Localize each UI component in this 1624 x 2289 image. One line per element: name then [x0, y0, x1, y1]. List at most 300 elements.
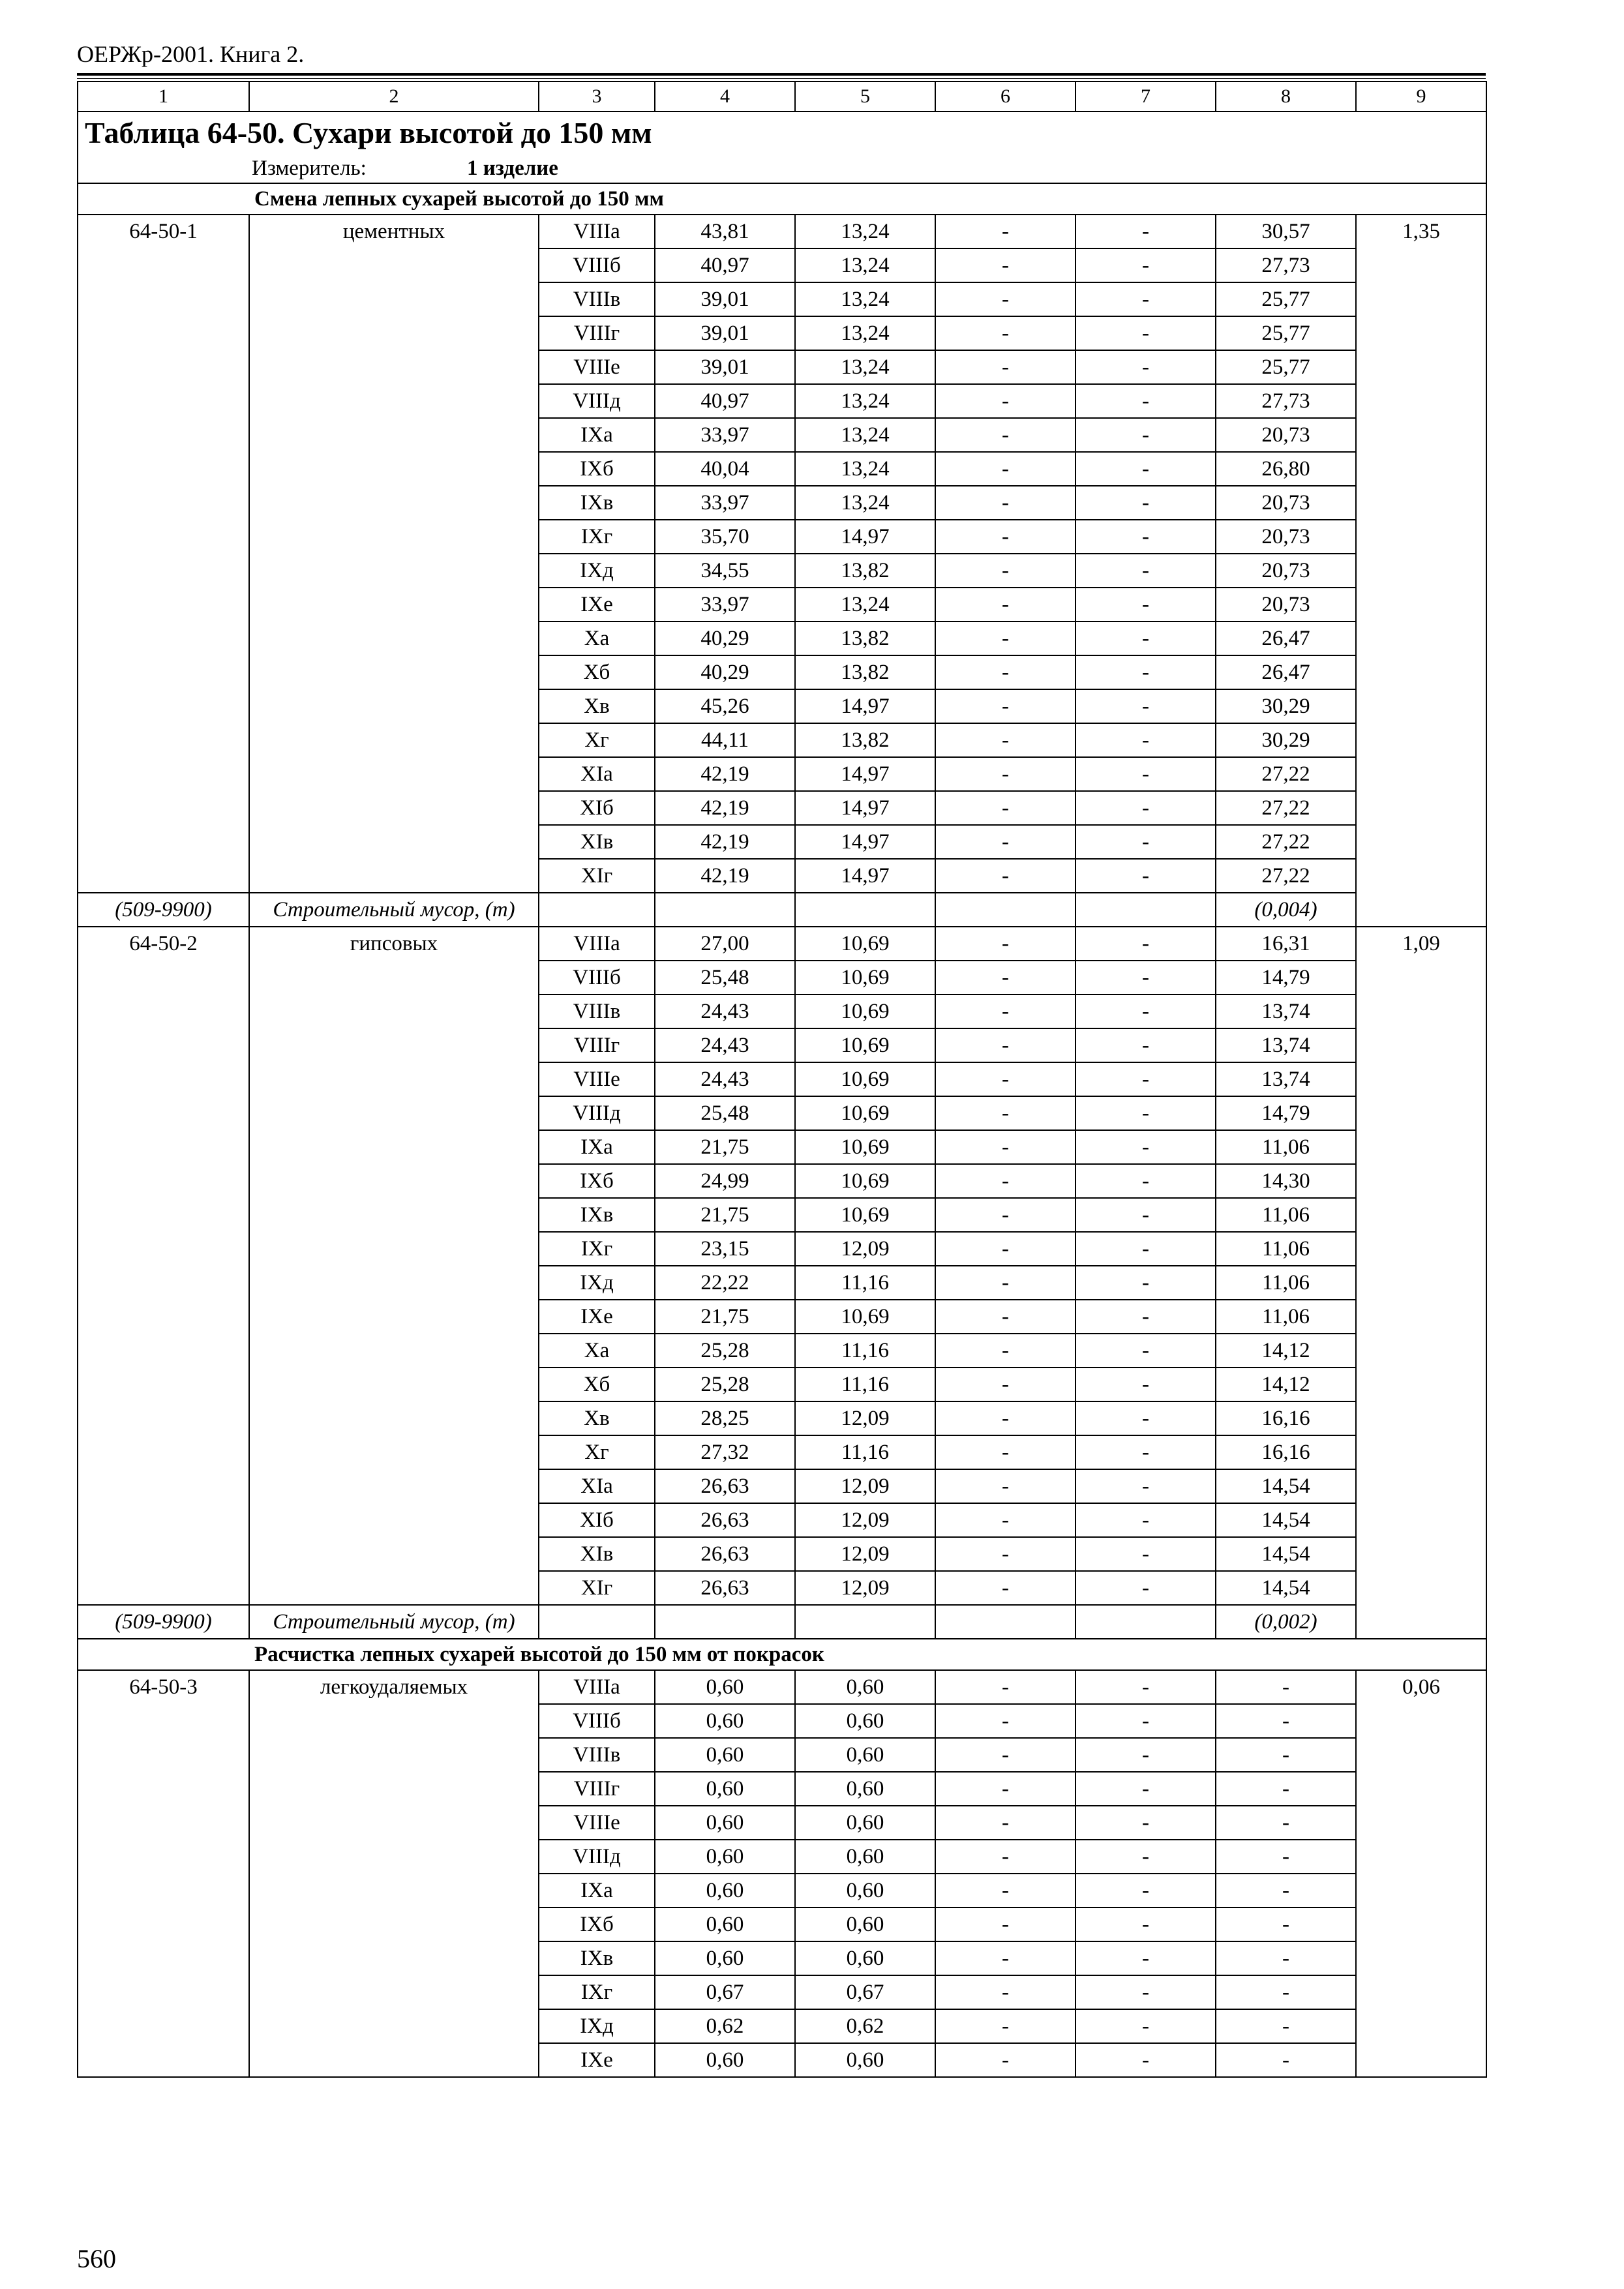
labor-wages-cell: 13,82 — [795, 723, 935, 757]
machinist-wages-cell: - — [1075, 1232, 1216, 1266]
machinist-wages-cell: - — [1075, 350, 1216, 384]
materials-cost-cell: 26,80 — [1216, 452, 1356, 486]
materials-cost-cell: 20,73 — [1216, 520, 1356, 554]
machine-costs-cell: - — [935, 1941, 1075, 1975]
zone-code-cell: IXа — [539, 418, 655, 452]
machine-costs-cell: - — [935, 1164, 1075, 1198]
materials-cost-cell: 25,77 — [1216, 282, 1356, 316]
machinist-wages-cell: - — [1075, 2043, 1216, 2077]
labor-wages-cell: 14,97 — [795, 825, 935, 859]
rate-code: 64-50-2 — [129, 932, 198, 955]
direct-costs-cell: 27,32 — [655, 1435, 795, 1469]
machinist-wages-cell: - — [1075, 554, 1216, 588]
zone-code-cell: XIв — [539, 825, 655, 859]
machine-costs-cell: - — [935, 452, 1075, 486]
machinist-wages-cell: - — [1075, 1401, 1216, 1435]
machine-costs-cell: - — [935, 384, 1075, 418]
column-number: 8 — [1216, 82, 1356, 112]
direct-costs-cell: 26,63 — [655, 1537, 795, 1571]
machine-costs-cell: - — [935, 1198, 1075, 1232]
section-row — [78, 1639, 1486, 1670]
machinist-wages-cell: - — [1075, 215, 1216, 248]
materials-cost-cell: 30,29 — [1216, 689, 1356, 723]
zone-code-cell: IXд — [539, 554, 655, 588]
machine-costs-cell: - — [935, 282, 1075, 316]
zone-code-cell: XIг — [539, 859, 655, 893]
labor-wages-cell: 10,69 — [795, 1198, 935, 1232]
machinist-wages-cell: - — [1075, 1368, 1216, 1401]
labor-wages-cell: 0,60 — [795, 1704, 935, 1738]
machinist-wages-cell: - — [1075, 927, 1216, 961]
materials-cost-cell: 11,06 — [1216, 1266, 1356, 1300]
material-row — [78, 1605, 1486, 1639]
materials-cost-cell: 27,22 — [1216, 791, 1356, 825]
rate-code: 64-50-1 — [129, 220, 198, 243]
column-number: 5 — [795, 82, 935, 112]
materials-cost-cell: - — [1216, 1772, 1356, 1806]
direct-costs-cell: 23,15 — [655, 1232, 795, 1266]
table-row — [78, 927, 1486, 961]
materials-cost-cell: - — [1216, 1670, 1356, 1704]
direct-costs-cell: 0,60 — [655, 1738, 795, 1772]
zone-code-cell: XIа — [539, 757, 655, 791]
zone-code-cell: IXв — [539, 486, 655, 520]
direct-costs-cell: 24,99 — [655, 1164, 795, 1198]
machinist-wages-cell: - — [1075, 418, 1216, 452]
material-name-cell: Строительный мусор, (т) — [249, 893, 539, 927]
materials-cost-cell: 27,73 — [1216, 248, 1356, 282]
machine-costs-cell: - — [935, 1537, 1075, 1571]
machine-costs-cell: - — [935, 215, 1075, 248]
materials-cost-cell: 16,31 — [1216, 927, 1356, 961]
machinist-wages-cell: - — [1075, 723, 1216, 757]
labor-wages-cell: 10,69 — [795, 1062, 935, 1096]
column-number: 3 — [539, 82, 655, 112]
labor-wages-cell: 10,69 — [795, 927, 935, 961]
direct-costs-cell: 0,60 — [655, 1908, 795, 1941]
materials-cost-cell: 20,73 — [1216, 554, 1356, 588]
direct-costs-cell: 39,01 — [655, 282, 795, 316]
labor-wages-cell: 12,09 — [795, 1571, 935, 1605]
rate-code-cell — [78, 927, 249, 1605]
machine-costs-cell: - — [935, 316, 1075, 350]
machinist-wages-cell: - — [1075, 995, 1216, 1028]
zone-code-cell: VIIIв — [539, 995, 655, 1028]
direct-costs-cell: 25,48 — [655, 1096, 795, 1130]
labor-wages-cell: 13,24 — [795, 215, 935, 248]
machine-costs-cell: - — [935, 859, 1075, 893]
direct-costs-cell: 26,63 — [655, 1469, 795, 1503]
materials-cost-cell: 11,06 — [1216, 1198, 1356, 1232]
machinist-wages-cell: - — [1075, 757, 1216, 791]
machinist-wages-cell: - — [1075, 1096, 1216, 1130]
section-title-cell — [78, 1639, 1486, 1670]
labor-wages-cell: 13,24 — [795, 350, 935, 384]
running-head: ОЕРЖр-2001. Книга 2. — [77, 41, 305, 67]
direct-costs-cell: 42,19 — [655, 791, 795, 825]
materials-cost-cell: 27,22 — [1216, 757, 1356, 791]
meter-row — [78, 154, 1486, 183]
empty-cell — [655, 893, 795, 927]
zone-code-cell: XIг — [539, 1571, 655, 1605]
machine-costs-cell: - — [935, 1738, 1075, 1772]
zone-code-cell: XIв — [539, 1537, 655, 1571]
zone-code-cell: VIIIе — [539, 1062, 655, 1096]
materials-cost-cell: 13,74 — [1216, 1028, 1356, 1062]
zone-code-cell: XIа — [539, 1469, 655, 1503]
direct-costs-cell: 22,22 — [655, 1266, 795, 1300]
zone-code-cell: IXб — [539, 1908, 655, 1941]
direct-costs-cell: 33,97 — [655, 486, 795, 520]
material-qty-cell: (0,004) — [1216, 893, 1356, 927]
labor-wages-cell: 10,69 — [795, 1300, 935, 1334]
labor-coef-cell: 1,35 — [1356, 215, 1486, 927]
rate-code: 64-50-3 — [129, 1675, 198, 1699]
materials-cost-cell: 14,12 — [1216, 1334, 1356, 1368]
materials-cost-cell: 14,54 — [1216, 1537, 1356, 1571]
materials-cost-cell: 16,16 — [1216, 1401, 1356, 1435]
direct-costs-cell: 24,43 — [655, 1062, 795, 1096]
machinist-wages-cell: - — [1075, 486, 1216, 520]
labor-wages-cell: 12,09 — [795, 1469, 935, 1503]
direct-costs-cell: 24,43 — [655, 1028, 795, 1062]
machine-costs-cell: - — [935, 723, 1075, 757]
column-number: 9 — [1356, 82, 1486, 112]
labor-wages-cell: 13,24 — [795, 418, 935, 452]
direct-costs-cell: 26,63 — [655, 1503, 795, 1537]
direct-costs-cell: 0,60 — [655, 1941, 795, 1975]
zone-code-cell: VIIIб — [539, 961, 655, 995]
empty-cell — [1075, 893, 1216, 927]
direct-costs-cell: 40,29 — [655, 655, 795, 689]
zone-code-cell: IXб — [539, 1164, 655, 1198]
zone-code-cell: VIIIг — [539, 316, 655, 350]
machinist-wages-cell: - — [1075, 791, 1216, 825]
labor-wages-cell: 10,69 — [795, 1096, 935, 1130]
machinist-wages-cell: - — [1075, 248, 1216, 282]
zone-code-cell: VIIIе — [539, 350, 655, 384]
machinist-wages-cell: - — [1075, 859, 1216, 893]
labor-wages-cell: 14,97 — [795, 520, 935, 554]
machine-costs-cell: - — [935, 1435, 1075, 1469]
materials-cost-cell: - — [1216, 1908, 1356, 1941]
zone-code-cell: Xв — [539, 1401, 655, 1435]
materials-cost-cell: - — [1216, 1704, 1356, 1738]
material-code-cell: (509-9900) — [78, 893, 249, 927]
zone-code-cell: Xг — [539, 1435, 655, 1469]
direct-costs-cell: 44,11 — [655, 723, 795, 757]
machine-costs-cell: - — [935, 520, 1075, 554]
rates-table — [77, 81, 1487, 2078]
section-row — [78, 183, 1486, 215]
machinist-wages-cell: - — [1075, 1435, 1216, 1469]
rate-code-cell — [78, 1670, 249, 2077]
direct-costs-cell: 40,97 — [655, 384, 795, 418]
direct-costs-cell: 28,25 — [655, 1401, 795, 1435]
materials-cost-cell: 14,79 — [1216, 1096, 1356, 1130]
empty-cell — [935, 893, 1075, 927]
zone-code-cell: IXе — [539, 588, 655, 621]
machine-costs-cell: - — [935, 1266, 1075, 1300]
labor-wages-cell: 13,24 — [795, 248, 935, 282]
table-row — [78, 215, 1486, 248]
materials-cost-cell: - — [1216, 1738, 1356, 1772]
header-rule-thin — [77, 78, 1486, 79]
column-number: 1 — [78, 82, 249, 112]
machine-costs-cell: - — [935, 1840, 1075, 1874]
meter-value: 1 изделие — [467, 157, 558, 180]
machine-costs-cell: - — [935, 588, 1075, 621]
machine-costs-cell: - — [935, 689, 1075, 723]
labor-wages-cell: 0,60 — [795, 1840, 935, 1874]
machinist-wages-cell: - — [1075, 1028, 1216, 1062]
zone-code-cell: IXе — [539, 1300, 655, 1334]
machinist-wages-cell: - — [1075, 384, 1216, 418]
machine-costs-cell: - — [935, 825, 1075, 859]
materials-cost-cell: - — [1216, 1806, 1356, 1840]
direct-costs-cell: 25,48 — [655, 961, 795, 995]
empty-cell — [655, 1605, 795, 1639]
labor-coef-cell: 1,09 — [1356, 927, 1486, 1639]
labor-wages-cell: 13,24 — [795, 452, 935, 486]
zone-code-cell: IXг — [539, 1975, 655, 2009]
labor-wages-cell: 13,24 — [795, 588, 935, 621]
empty-cell — [539, 1605, 655, 1639]
direct-costs-cell: 26,63 — [655, 1571, 795, 1605]
labor-wages-cell: 10,69 — [795, 1164, 935, 1198]
labor-wages-cell: 14,97 — [795, 689, 935, 723]
machine-costs-cell: - — [935, 1571, 1075, 1605]
rate-name: легкоудаляемых — [320, 1675, 468, 1699]
labor-wages-cell: 13,24 — [795, 316, 935, 350]
direct-costs-cell: 40,97 — [655, 248, 795, 282]
zone-code-cell: VIIIб — [539, 1704, 655, 1738]
machinist-wages-cell: - — [1075, 1130, 1216, 1164]
machinist-wages-cell: - — [1075, 282, 1216, 316]
direct-costs-cell: 35,70 — [655, 520, 795, 554]
zone-code-cell: IXв — [539, 1198, 655, 1232]
machine-costs-cell: - — [935, 248, 1075, 282]
direct-costs-cell: 34,55 — [655, 554, 795, 588]
column-number: 6 — [935, 82, 1075, 112]
zone-code-cell: Xг — [539, 723, 655, 757]
machine-costs-cell: - — [935, 1096, 1075, 1130]
labor-wages-cell: 10,69 — [795, 1130, 935, 1164]
machinist-wages-cell: - — [1075, 452, 1216, 486]
empty-cell — [795, 1605, 935, 1639]
labor-wages-cell: 0,60 — [795, 1806, 935, 1840]
direct-costs-cell: 33,97 — [655, 418, 795, 452]
machine-costs-cell: - — [935, 1772, 1075, 1806]
rate-name: гипсовых — [350, 932, 438, 955]
direct-costs-cell: 42,19 — [655, 825, 795, 859]
labor-wages-cell: 10,69 — [795, 961, 935, 995]
machinist-wages-cell: - — [1075, 1806, 1216, 1840]
machine-costs-cell: - — [935, 1704, 1075, 1738]
rate-name-cell — [249, 927, 539, 1605]
machine-costs-cell: - — [935, 1300, 1075, 1334]
column-number: 7 — [1075, 82, 1216, 112]
machine-costs-cell: - — [935, 1130, 1075, 1164]
materials-cost-cell: 14,54 — [1216, 1571, 1356, 1605]
rate-name-cell — [249, 1670, 539, 2077]
zone-code-cell: VIIIа — [539, 215, 655, 248]
machinist-wages-cell: - — [1075, 1164, 1216, 1198]
material-name-cell: Строительный мусор, (т) — [249, 1605, 539, 1639]
zone-code-cell: IXе — [539, 2043, 655, 2077]
machinist-wages-cell: - — [1075, 1772, 1216, 1806]
materials-cost-cell: - — [1216, 1975, 1356, 2009]
machine-costs-cell: - — [935, 757, 1075, 791]
empty-cell — [1075, 1605, 1216, 1639]
machinist-wages-cell: - — [1075, 1874, 1216, 1908]
machine-costs-cell: - — [935, 1874, 1075, 1908]
machinist-wages-cell: - — [1075, 825, 1216, 859]
materials-cost-cell: 30,57 — [1216, 215, 1356, 248]
zone-code-cell: VIIIв — [539, 1738, 655, 1772]
labor-wages-cell: 0,60 — [795, 2043, 935, 2077]
zone-code-cell: IXб — [539, 452, 655, 486]
machine-costs-cell: - — [935, 791, 1075, 825]
machine-costs-cell: - — [935, 1028, 1075, 1062]
zone-code-cell: IXд — [539, 2009, 655, 2043]
materials-cost-cell: 11,06 — [1216, 1232, 1356, 1266]
rate-name: цементных — [342, 220, 445, 243]
machinist-wages-cell: - — [1075, 1908, 1216, 1941]
labor-wages-cell: 13,82 — [795, 554, 935, 588]
zone-code-cell: VIIIг — [539, 1028, 655, 1062]
machine-costs-cell: - — [935, 1670, 1075, 1704]
materials-cost-cell: 27,73 — [1216, 384, 1356, 418]
zone-code-cell: Xб — [539, 1368, 655, 1401]
machine-costs-cell: - — [935, 1334, 1075, 1368]
zone-code-cell: VIIIд — [539, 384, 655, 418]
material-code-cell: (509-9900) — [78, 1605, 249, 1639]
labor-wages-cell: 11,16 — [795, 1368, 935, 1401]
machine-costs-cell: - — [935, 1401, 1075, 1435]
labor-wages-cell: 12,09 — [795, 1401, 935, 1435]
machinist-wages-cell: - — [1075, 1503, 1216, 1537]
materials-cost-cell: 25,77 — [1216, 350, 1356, 384]
direct-costs-cell: 25,28 — [655, 1368, 795, 1401]
labor-wages-cell: 14,97 — [795, 757, 935, 791]
zone-code-cell: VIIIа — [539, 1670, 655, 1704]
machinist-wages-cell: - — [1075, 1334, 1216, 1368]
zone-code-cell: Xа — [539, 1334, 655, 1368]
machinist-wages-cell: - — [1075, 1571, 1216, 1605]
machinist-wages-cell: - — [1075, 1941, 1216, 1975]
zone-code-cell: IXг — [539, 520, 655, 554]
machinist-wages-cell: - — [1075, 1300, 1216, 1334]
materials-cost-cell: 16,16 — [1216, 1435, 1356, 1469]
labor-wages-cell: 0,60 — [795, 1874, 935, 1908]
machine-costs-cell: - — [935, 1232, 1075, 1266]
labor-wages-cell: 0,60 — [795, 1670, 935, 1704]
machine-costs-cell: - — [935, 2009, 1075, 2043]
direct-costs-cell: 0,60 — [655, 1772, 795, 1806]
direct-costs-cell: 33,97 — [655, 588, 795, 621]
labor-wages-cell: 0,67 — [795, 1975, 935, 2009]
section-title: Смена лепных сухарей высотой до 150 мм — [254, 187, 664, 211]
labor-wages-cell: 0,60 — [795, 1738, 935, 1772]
machinist-wages-cell: - — [1075, 316, 1216, 350]
machinist-wages-cell: - — [1075, 520, 1216, 554]
materials-cost-cell: 20,73 — [1216, 486, 1356, 520]
direct-costs-cell: 39,01 — [655, 316, 795, 350]
labor-wages-cell: 0,62 — [795, 2009, 935, 2043]
labor-wages-cell: 13,82 — [795, 655, 935, 689]
rate-name-cell — [249, 215, 539, 893]
direct-costs-cell: 27,00 — [655, 927, 795, 961]
direct-costs-cell: 0,67 — [655, 1975, 795, 2009]
machinist-wages-cell: - — [1075, 1266, 1216, 1300]
machinist-wages-cell: - — [1075, 621, 1216, 655]
materials-cost-cell: 14,79 — [1216, 961, 1356, 995]
machine-costs-cell: - — [935, 961, 1075, 995]
machinist-wages-cell: - — [1075, 1840, 1216, 1874]
materials-cost-cell: - — [1216, 1941, 1356, 1975]
zone-code-cell: IXа — [539, 1130, 655, 1164]
machinist-wages-cell: - — [1075, 588, 1216, 621]
labor-wages-cell: 0,60 — [795, 1941, 935, 1975]
column-number: 4 — [655, 82, 795, 112]
zone-code-cell: IXг — [539, 1232, 655, 1266]
machine-costs-cell: - — [935, 621, 1075, 655]
materials-cost-cell: - — [1216, 1874, 1356, 1908]
labor-wages-cell: 13,82 — [795, 621, 935, 655]
direct-costs-cell: 43,81 — [655, 215, 795, 248]
empty-cell — [795, 893, 935, 927]
direct-costs-cell: 45,26 — [655, 689, 795, 723]
meter-label: Измеритель: — [252, 157, 367, 180]
direct-costs-cell: 25,28 — [655, 1334, 795, 1368]
materials-cost-cell: 11,06 — [1216, 1130, 1356, 1164]
materials-cost-cell: 14,54 — [1216, 1469, 1356, 1503]
zone-code-cell: VIIIд — [539, 1096, 655, 1130]
materials-cost-cell: - — [1216, 2043, 1356, 2077]
materials-cost-cell: 20,73 — [1216, 418, 1356, 452]
empty-cell — [935, 1605, 1075, 1639]
machinist-wages-cell: - — [1075, 1670, 1216, 1704]
direct-costs-cell: 42,19 — [655, 757, 795, 791]
materials-cost-cell: - — [1216, 1840, 1356, 1874]
machinist-wages-cell: - — [1075, 1537, 1216, 1571]
direct-costs-cell: 21,75 — [655, 1300, 795, 1334]
labor-wages-cell: 13,24 — [795, 486, 935, 520]
direct-costs-cell: 40,04 — [655, 452, 795, 486]
machinist-wages-cell: - — [1075, 1704, 1216, 1738]
labor-wages-cell: 14,97 — [795, 859, 935, 893]
machinist-wages-cell: - — [1075, 1738, 1216, 1772]
zone-code-cell: VIIIб — [539, 248, 655, 282]
machine-costs-cell: - — [935, 2043, 1075, 2077]
materials-cost-cell: 27,22 — [1216, 825, 1356, 859]
zone-code-cell: VIIIг — [539, 1772, 655, 1806]
machine-costs-cell: - — [935, 1975, 1075, 2009]
machinist-wages-cell: - — [1075, 961, 1216, 995]
machinist-wages-cell: - — [1075, 1062, 1216, 1096]
labor-wages-cell: 13,24 — [795, 384, 935, 418]
labor-wages-cell: 14,97 — [795, 791, 935, 825]
direct-costs-cell: 0,60 — [655, 1874, 795, 1908]
machinist-wages-cell: - — [1075, 1975, 1216, 2009]
labor-wages-cell: 11,16 — [795, 1435, 935, 1469]
table-row — [78, 1670, 1486, 1704]
direct-costs-cell: 0,60 — [655, 1840, 795, 1874]
machine-costs-cell: - — [935, 1503, 1075, 1537]
labor-wages-cell: 10,69 — [795, 1028, 935, 1062]
direct-costs-cell: 40,29 — [655, 621, 795, 655]
